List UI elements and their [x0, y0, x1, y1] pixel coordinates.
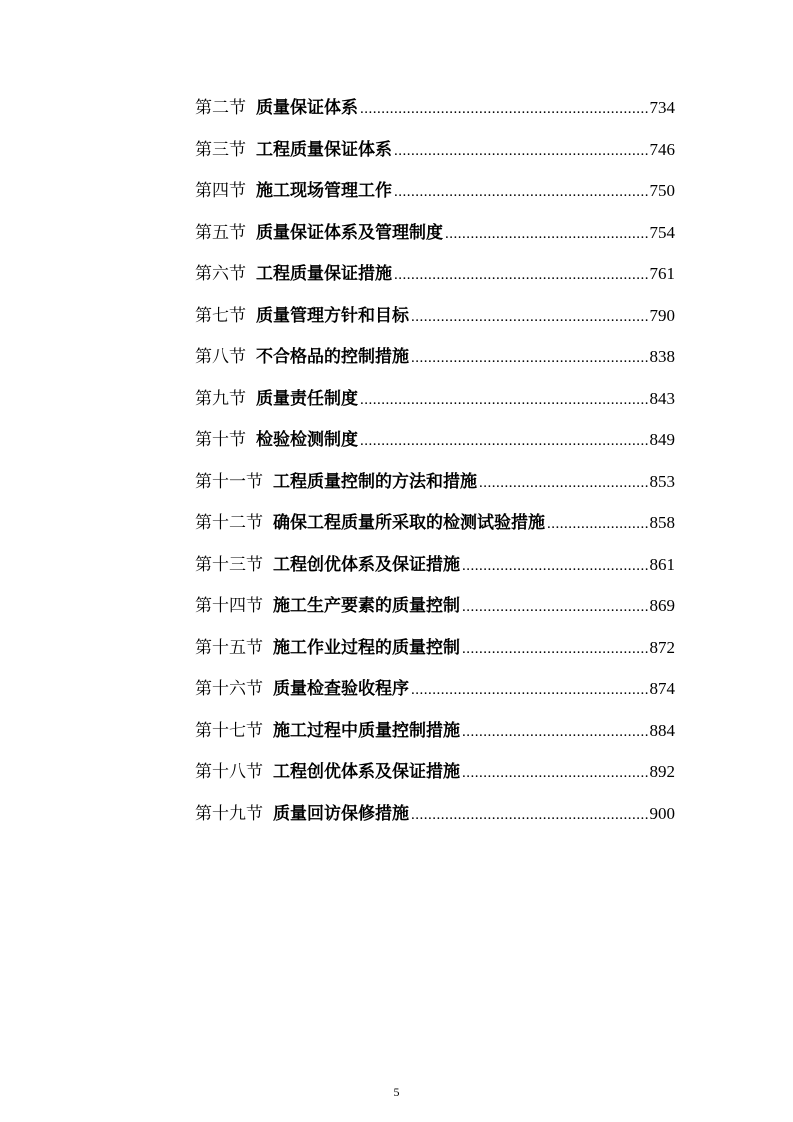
- dot-leader: [462, 718, 648, 746]
- dot-leader: [445, 220, 648, 248]
- toc-entry[interactable]: [195, 634, 675, 676]
- section-number: 第九节: [195, 388, 246, 409]
- toc-entry[interactable]: [195, 343, 675, 385]
- dot-leader: [394, 178, 648, 206]
- toc-entry[interactable]: [195, 426, 675, 468]
- section-title: 质量保证体系: [256, 98, 358, 118]
- section-title: 质量检查验收程序: [273, 679, 409, 699]
- toc-entry[interactable]: [195, 509, 675, 551]
- section-number: 第三节: [195, 139, 246, 160]
- section-number: 第十三节: [195, 554, 263, 575]
- dot-leader: [411, 344, 648, 372]
- toc-entry[interactable]: [195, 675, 675, 717]
- page-reference: 746: [649, 139, 675, 159]
- dot-leader: [394, 137, 648, 165]
- section-title: 施工作业过程的质量控制: [273, 637, 460, 658]
- toc-entry[interactable]: [195, 136, 675, 178]
- section-title: 工程质量保证体系: [256, 139, 392, 160]
- section-number: 第十一节: [195, 471, 263, 492]
- page-number-footer: 5: [393, 1085, 400, 1099]
- section-title: 确保工程质量所采取的检测试验措施: [273, 513, 545, 533]
- section-title: 工程创优体系及保证措施: [273, 554, 460, 575]
- page-reference: 874: [649, 679, 675, 698]
- section-title: 工程创优体系及保证措施: [273, 762, 460, 782]
- toc-entry[interactable]: [195, 302, 675, 344]
- toc-entry[interactable]: [195, 219, 675, 261]
- toc-entry[interactable]: [195, 177, 675, 219]
- section-title: 工程质量控制的方法和措施: [273, 471, 477, 492]
- toc-entry[interactable]: [195, 94, 675, 136]
- page-reference: 869: [649, 596, 675, 615]
- page-reference: 750: [649, 181, 675, 200]
- page-reference: 900: [649, 803, 675, 823]
- page-reference: 790: [649, 305, 675, 325]
- section-title: 工程质量保证措施: [256, 264, 392, 284]
- section-title: 质量管理方针和目标: [256, 305, 409, 326]
- page-reference: 853: [649, 471, 675, 491]
- section-title: 施工生产要素的质量控制: [273, 596, 460, 616]
- page-reference: 754: [649, 222, 675, 242]
- section-title: 检验检测制度: [256, 430, 358, 450]
- dot-leader: [411, 676, 648, 704]
- section-title: 施工现场管理工作: [256, 181, 392, 201]
- page-reference: 872: [649, 637, 675, 657]
- page-reference: 734: [649, 98, 675, 117]
- dot-leader: [360, 95, 648, 123]
- section-number: 第七节: [195, 305, 246, 326]
- toc-entry[interactable]: [195, 758, 675, 800]
- toc-entry[interactable]: [195, 551, 675, 593]
- toc-entry[interactable]: [195, 717, 675, 759]
- section-number: 第十五节: [195, 637, 263, 658]
- dot-leader: [462, 552, 648, 580]
- toc-entry[interactable]: [195, 800, 675, 842]
- toc-entry[interactable]: [195, 260, 675, 302]
- page-reference: 843: [649, 388, 675, 408]
- dot-leader: [479, 469, 648, 497]
- section-title: 质量回访保修措施: [273, 803, 409, 824]
- dot-leader: [394, 261, 648, 289]
- page-reference: 892: [649, 762, 675, 781]
- section-number: 第十二节: [195, 513, 263, 533]
- page-reference: 761: [649, 264, 675, 283]
- dot-leader: [462, 635, 648, 663]
- section-number: 第八节: [195, 347, 246, 367]
- page-reference: 884: [649, 720, 675, 740]
- section-title: 施工过程中质量控制措施: [273, 720, 460, 741]
- dot-leader: [411, 303, 648, 331]
- section-number: 第十九节: [195, 803, 263, 824]
- section-number: 第十节: [195, 430, 246, 450]
- section-number: 第十八节: [195, 762, 263, 782]
- dot-leader: [462, 593, 648, 621]
- table-of-contents: [195, 94, 675, 841]
- dot-leader: [547, 510, 648, 538]
- section-title: 质量保证体系及管理制度: [256, 222, 443, 243]
- dot-leader: [411, 801, 648, 829]
- dot-leader: [360, 386, 648, 414]
- section-number: 第十六节: [195, 679, 263, 699]
- toc-entry[interactable]: [195, 468, 675, 510]
- page-reference: 861: [649, 554, 675, 574]
- section-number: 第六节: [195, 264, 246, 284]
- dot-leader: [462, 759, 648, 787]
- section-title: 不合格品的控制措施: [256, 347, 409, 367]
- page-reference: 838: [649, 347, 675, 366]
- section-number: 第十七节: [195, 720, 263, 741]
- section-number: 第五节: [195, 222, 246, 243]
- section-number: 第四节: [195, 181, 246, 201]
- toc-entry[interactable]: [195, 385, 675, 427]
- section-title: 质量责任制度: [256, 388, 358, 409]
- dot-leader: [360, 427, 648, 455]
- section-number: 第十四节: [195, 596, 263, 616]
- page-reference: 858: [649, 513, 675, 532]
- section-number: 第二节: [195, 98, 246, 118]
- toc-entry[interactable]: [195, 592, 675, 634]
- page-reference: 849: [649, 430, 675, 449]
